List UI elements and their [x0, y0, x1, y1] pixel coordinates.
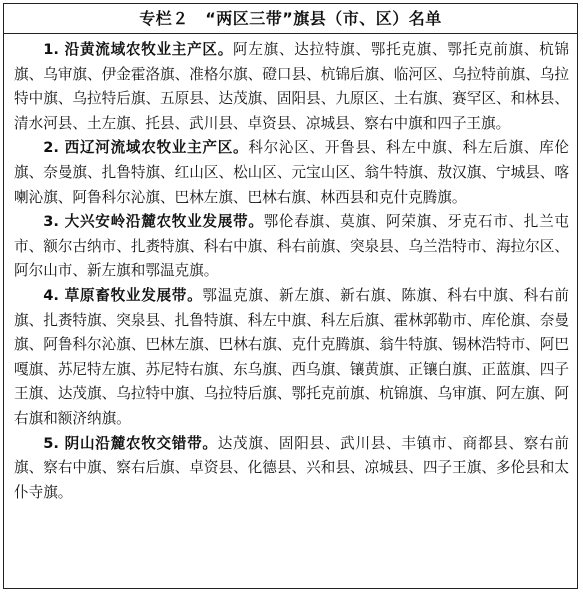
section-heading: 4. 草原畜牧业发展带。 [43, 286, 203, 304]
section-yellow-river [14, 38, 569, 136]
section-west-liao-river [14, 136, 569, 210]
section-heading: 5. 阴山沿麓农牧交错带。 [43, 434, 218, 452]
section-body: 达茂旗、固阳县、武川县、丰镇市、商都县、察右前旗、察右中旗、察右后旗、卓资县、化德县、兴和县、凉城县、四子王旗、多伦县和太仆寺旗。 [14, 434, 569, 501]
column-panel [3, 3, 578, 589]
section-heading: 2. 西辽河流域农牧业主产区。 [43, 139, 249, 157]
section-heading: 3. 大兴安岭沿麓农牧业发展带。 [43, 213, 264, 231]
section-greater-khingan [14, 210, 569, 284]
section-body: 鄂伦春旗、莫旗、阿荣旗、牙克石市、扎兰屯市、额尔古纳市、扎赉特旗、科右中旗、科右前旗、突泉县、乌兰浩特市、海拉尔区、阿尔山市、新左旗和鄂温克旗。 [14, 213, 569, 280]
panel-content [4, 34, 577, 505]
section-body: 科尔沁区、开鲁县、科左中旗、科左后旗、库伦旗、奈曼旗、扎鲁特旗、红山区、松山区、元宝山区、翁牛特旗、敖汉旗、宁城县、喀喇沁旗、阿鲁科尔沁旗、巴林左旗、巴林右旗、林西县和克什克腾旗。 [14, 139, 569, 206]
section-yin-mountains [14, 432, 569, 506]
section-heading: 1. 沿黄流域农牧业主产区。 [43, 41, 234, 58]
panel-title: 专栏２ “两区三带”旗县（市、区）名单 [4, 4, 577, 34]
section-grassland [14, 284, 569, 432]
section-body: 阿左旗、达拉特旗、鄂托克旗、鄂托克前旗、杭锦旗、乌审旗、伊金霍洛旗、准格尔旗、磴口县、杭锦后旗、临河区、乌拉特前旗、乌拉特中旗、乌拉特后旗、五原县、达茂旗、固阳县、九原区、土右旗、赛罕区、和林县、清水河县、土左旗、托县、武川县、卓资县、凉城县、察右中旗和四子王旗。 [14, 41, 570, 132]
section-body: 鄂温克旗、新左旗、新右旗、陈旗、科右中旗、科右前旗、扎赉特旗、突泉县、扎鲁特旗、科左中旗、科左后旗、霍林郭勒市、库伦旗、奈曼旗、阿鲁科尔沁旗、巴林左旗、巴林右旗、克什克腾旗、翁牛特旗、锡林浩特市、阿巴嘎旗、苏尼特左旗、苏尼特右旗、东乌旗、西乌旗、镶黄旗、正镶白旗、正蓝旗、四子王旗、达茂旗、乌拉特中旗、乌拉特后旗、鄂托克前旗、杭锦旗、乌审旗、阿左旗、阿右旗和额济纳旗。 [14, 286, 569, 427]
